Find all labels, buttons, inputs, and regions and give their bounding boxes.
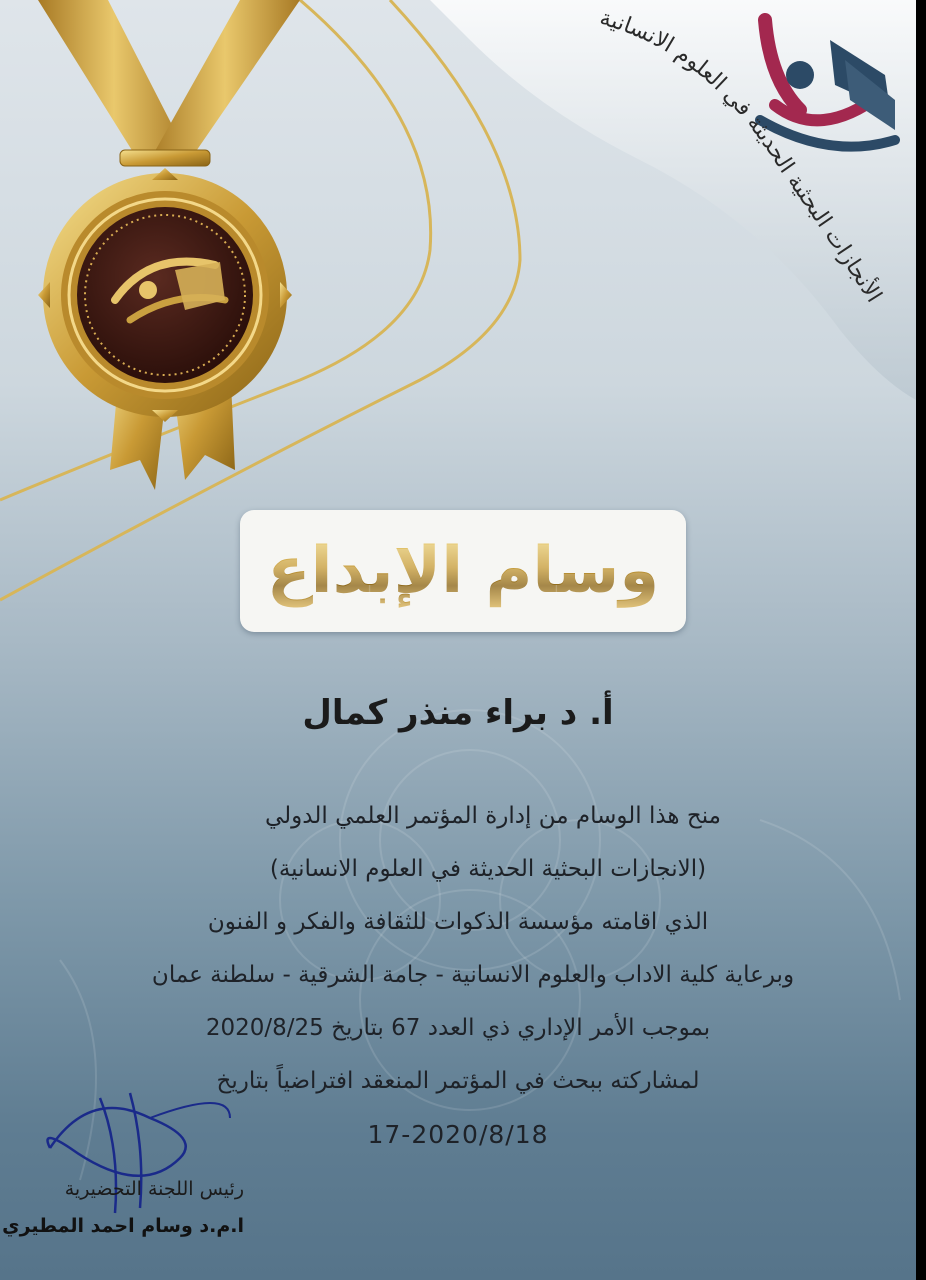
body-line: الذي اقامته مؤسسة الذكوات للثقافة والفكر و الفنون <box>207 909 709 935</box>
conference-date: 17-2020/8/18 <box>367 1120 549 1149</box>
body-line: بموجب الأمر الإداري ذي العدد 67 بتاريخ 2020/8/25 <box>205 1015 711 1041</box>
svg-text:الأنجازات البحثية الحديثة في ا: الأنجازات البحثية الحديثة في العلوم الانسانية <box>597 5 887 308</box>
recipient-name: أ. د براء منذر كمال <box>302 693 614 733</box>
body-line: وبرعاية كلية الاداب والعلوم الانسانية - جامة الشرقية - سلطنة عمان <box>151 962 795 988</box>
organization-logo-icon <box>560 0 916 340</box>
signatory-name: ا.م.د وسام احمد المطيري <box>2 1215 244 1237</box>
signatory-title: رئيس اللجنة التحضيرية <box>64 1178 244 1200</box>
certificate-title: وسام الإبداع <box>266 534 660 608</box>
body-line: (الانجازات البحثية الحديثة في العلوم الانسانية) <box>269 856 707 882</box>
body-line: لمشاركته ببحث في المؤتمر المنعقد افتراضياً بتاريخ <box>216 1068 700 1094</box>
screen-edge <box>916 0 926 1280</box>
gold-medal-icon <box>38 168 292 422</box>
body-line: منح هذا الوسام من إدارة المؤتمر العلمي الدولي <box>265 803 721 829</box>
title-banner <box>240 510 686 632</box>
